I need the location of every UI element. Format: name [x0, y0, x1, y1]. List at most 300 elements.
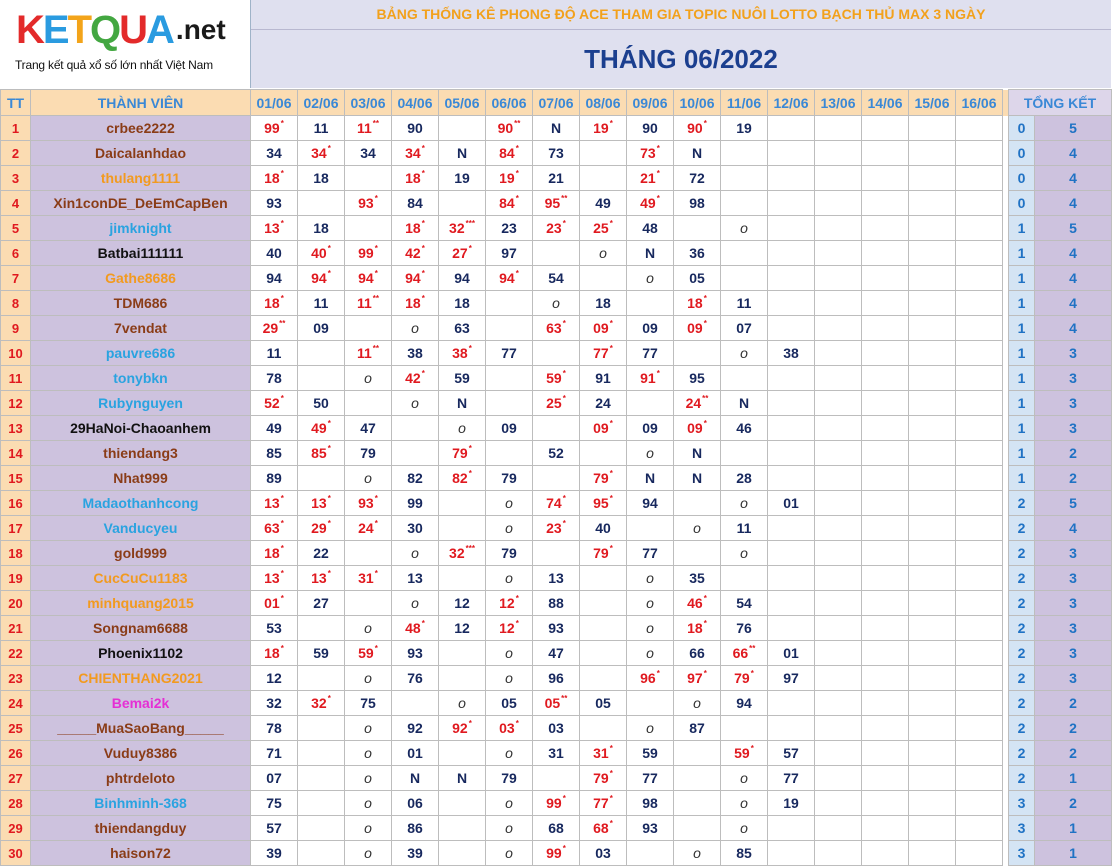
day-cell [439, 741, 486, 766]
day-cell: 35 [674, 566, 721, 591]
table-row [1, 341, 1112, 366]
day-cell [862, 666, 909, 691]
logo-letter: T [67, 8, 91, 52]
day-cell: 29** [251, 316, 298, 341]
day-cell: o [486, 666, 533, 691]
header-day: 16/06 [956, 90, 1003, 116]
day-cell [768, 541, 815, 566]
member-name[interactable]: CucCuCu1183 [31, 566, 251, 591]
summary-count-a: 1 [1009, 366, 1035, 391]
day-cell: 13* [298, 491, 345, 516]
day-cell: 94 [439, 266, 486, 291]
day-cell: 93 [251, 191, 298, 216]
day-cell [392, 691, 439, 716]
day-cell: 03* [486, 716, 533, 741]
day-cell [862, 491, 909, 516]
summary-count-b: 3 [1035, 391, 1112, 416]
day-cell: 59* [345, 641, 392, 666]
day-cell [956, 366, 1003, 391]
day-cell [909, 291, 956, 316]
day-cell [533, 341, 580, 366]
member-name[interactable]: thiendang3 [31, 441, 251, 466]
day-cell [862, 466, 909, 491]
row-index: 10 [1, 341, 31, 366]
day-cell: 88 [533, 591, 580, 616]
header-day: 13/06 [815, 90, 862, 116]
day-cell: o [721, 541, 768, 566]
table-row [1, 216, 1112, 241]
logo-suffix: .net [175, 14, 226, 45]
day-cell [768, 191, 815, 216]
day-cell: 82* [439, 466, 486, 491]
row-index: 27 [1, 766, 31, 791]
day-cell: 77 [627, 341, 674, 366]
day-cell [627, 841, 674, 866]
day-cell: o [627, 566, 674, 591]
day-cell: 89 [251, 466, 298, 491]
summary-count-a: 1 [1009, 341, 1035, 366]
day-cell [909, 566, 956, 591]
member-name[interactable]: Gathe8686 [31, 266, 251, 291]
day-cell: 18* [674, 616, 721, 641]
day-cell [815, 766, 862, 791]
day-cell [909, 391, 956, 416]
day-cell: 77 [627, 766, 674, 791]
row-index: 23 [1, 666, 31, 691]
day-cell: 73 [533, 141, 580, 166]
day-cell: 01 [768, 491, 815, 516]
day-cell [768, 216, 815, 241]
summary-count-a: 2 [1009, 591, 1035, 616]
day-cell [768, 266, 815, 291]
day-cell: o [345, 766, 392, 791]
table-row [1, 366, 1112, 391]
day-cell: 47 [345, 416, 392, 441]
summary-count-b: 4 [1035, 191, 1112, 216]
member-name[interactable]: Phoenix1102 [31, 641, 251, 666]
day-cell [768, 291, 815, 316]
day-cell: o [392, 391, 439, 416]
day-cell [439, 116, 486, 141]
row-index: 19 [1, 566, 31, 591]
day-cell [298, 791, 345, 816]
day-cell: 49* [298, 416, 345, 441]
table-row [1, 641, 1112, 666]
day-cell [674, 541, 721, 566]
member-name[interactable]: crbee2222 [31, 116, 251, 141]
day-cell [862, 791, 909, 816]
table-row [1, 266, 1112, 291]
member-name[interactable]: Batbai111111 [31, 241, 251, 266]
table-row [1, 141, 1112, 166]
summary-count-b: 3 [1035, 616, 1112, 641]
day-cell: o [674, 691, 721, 716]
day-cell [956, 741, 1003, 766]
day-cell [815, 241, 862, 266]
header-row [1, 90, 1112, 116]
day-cell: o [721, 491, 768, 516]
day-cell: 99* [533, 841, 580, 866]
day-cell [815, 591, 862, 616]
day-cell [815, 366, 862, 391]
summary-count-a: 2 [1009, 716, 1035, 741]
day-cell: 11 [251, 341, 298, 366]
day-cell: 71 [251, 741, 298, 766]
day-cell: 94 [627, 491, 674, 516]
summary-count-a: 0 [1009, 141, 1035, 166]
day-cell [956, 191, 1003, 216]
day-cell: 94* [298, 266, 345, 291]
day-cell [439, 666, 486, 691]
member-name[interactable]: thiendangduy [31, 816, 251, 841]
day-cell: 09 [627, 316, 674, 341]
day-cell [909, 841, 956, 866]
day-cell [298, 666, 345, 691]
day-cell: 39 [251, 841, 298, 866]
day-cell: o [627, 591, 674, 616]
header-day: 15/06 [909, 90, 956, 116]
day-cell: 23* [533, 216, 580, 241]
day-cell: 87 [674, 716, 721, 741]
day-cell [486, 316, 533, 341]
day-cell [815, 391, 862, 416]
day-cell: 94 [251, 266, 298, 291]
day-cell: o [345, 366, 392, 391]
day-cell: o [392, 316, 439, 341]
member-name[interactable]: _____MuaSaoBang_____ [31, 716, 251, 741]
summary-count-a: 2 [1009, 516, 1035, 541]
day-cell [862, 816, 909, 841]
day-cell: 11** [345, 341, 392, 366]
day-cell: o [721, 216, 768, 241]
day-cell: 09* [580, 416, 627, 441]
day-cell: 31* [345, 566, 392, 591]
day-cell [956, 241, 1003, 266]
day-cell [815, 141, 862, 166]
day-cell [768, 516, 815, 541]
day-cell: 90* [674, 116, 721, 141]
day-cell [909, 341, 956, 366]
member-name[interactable]: Bemai2k [31, 691, 251, 716]
day-cell: 94* [486, 266, 533, 291]
summary-count-a: 1 [1009, 416, 1035, 441]
day-cell: 79* [439, 441, 486, 466]
day-cell: 38* [439, 341, 486, 366]
member-name[interactable]: Rubynguyen [31, 391, 251, 416]
day-cell: 18* [251, 641, 298, 666]
day-cell [768, 466, 815, 491]
day-cell: 48 [627, 216, 674, 241]
day-cell: o [674, 841, 721, 866]
day-cell: o [627, 616, 674, 641]
member-name[interactable]: TDM686 [31, 291, 251, 316]
day-cell [956, 541, 1003, 566]
day-cell [580, 166, 627, 191]
day-cell [956, 441, 1003, 466]
day-cell: 18* [251, 291, 298, 316]
header-day: 08/06 [580, 90, 627, 116]
day-cell: 06 [392, 791, 439, 816]
day-cell: o [486, 791, 533, 816]
member-name[interactable]: haison72 [31, 841, 251, 866]
day-cell [862, 641, 909, 666]
member-name[interactable]: Songnam6688 [31, 616, 251, 641]
day-cell: 59* [721, 741, 768, 766]
day-cell: 77 [768, 766, 815, 791]
day-cell: N [674, 466, 721, 491]
day-cell: o [439, 416, 486, 441]
table-row [1, 491, 1112, 516]
day-cell: 52 [533, 441, 580, 466]
day-cell [486, 391, 533, 416]
summary-count-a: 3 [1009, 816, 1035, 841]
day-cell [862, 741, 909, 766]
member-name[interactable]: tonybkn [31, 366, 251, 391]
day-cell [909, 266, 956, 291]
day-cell [862, 416, 909, 441]
day-cell: 91 [580, 366, 627, 391]
day-cell [956, 591, 1003, 616]
day-cell: o [345, 816, 392, 841]
day-cell [486, 441, 533, 466]
table-row [1, 591, 1112, 616]
day-cell: 90** [486, 116, 533, 141]
day-cell: 25* [533, 391, 580, 416]
day-cell [815, 191, 862, 216]
day-cell [862, 566, 909, 591]
day-cell: 19 [721, 116, 768, 141]
row-index: 1 [1, 116, 31, 141]
day-cell: 11** [345, 116, 392, 141]
day-cell: 18* [251, 166, 298, 191]
day-cell [815, 341, 862, 366]
member-name[interactable]: Vuduy8386 [31, 741, 251, 766]
header-day: 07/06 [533, 90, 580, 116]
member-name[interactable]: Binhminh-368 [31, 791, 251, 816]
day-cell [815, 541, 862, 566]
day-cell: 13* [251, 216, 298, 241]
day-cell: 95* [580, 491, 627, 516]
day-cell: 03 [533, 716, 580, 741]
member-name[interactable]: Daicalanhdao [31, 141, 251, 166]
header-day: 03/06 [345, 90, 392, 116]
member-name[interactable]: phtrdeloto [31, 766, 251, 791]
logo-letters [16, 10, 173, 50]
day-cell: 85 [251, 441, 298, 466]
day-cell: 39 [392, 841, 439, 866]
day-cell: 19 [439, 166, 486, 191]
day-cell: 63* [533, 316, 580, 341]
summary-count-b: 3 [1035, 641, 1112, 666]
day-cell [862, 591, 909, 616]
header-day: 02/06 [298, 90, 345, 116]
day-cell: 13* [251, 491, 298, 516]
day-cell: 99 [392, 491, 439, 516]
day-cell [862, 166, 909, 191]
day-cell: N [674, 141, 721, 166]
summary-count-b: 3 [1035, 341, 1112, 366]
row-index: 6 [1, 241, 31, 266]
day-cell: 49* [627, 191, 674, 216]
day-cell: o [627, 266, 674, 291]
day-cell: 57 [251, 816, 298, 841]
day-cell: 91* [627, 366, 674, 391]
member-name[interactable]: gold999 [31, 541, 251, 566]
day-cell: o [627, 641, 674, 666]
day-cell [815, 791, 862, 816]
day-cell: o [486, 816, 533, 841]
day-cell [862, 141, 909, 166]
day-cell: 03 [580, 841, 627, 866]
table-row [1, 466, 1112, 491]
day-cell: 59 [439, 366, 486, 391]
summary-count-b: 3 [1035, 366, 1112, 391]
day-cell: 42* [392, 241, 439, 266]
day-cell: 46* [674, 591, 721, 616]
day-cell [345, 166, 392, 191]
day-cell: 13 [533, 566, 580, 591]
day-cell [909, 766, 956, 791]
day-cell [768, 141, 815, 166]
day-cell [956, 666, 1003, 691]
day-cell [721, 441, 768, 466]
day-cell: 78 [251, 716, 298, 741]
day-cell: N [533, 116, 580, 141]
day-cell [298, 816, 345, 841]
day-cell: 24* [345, 516, 392, 541]
day-cell: 79* [580, 541, 627, 566]
table-row [1, 116, 1112, 141]
day-cell [815, 616, 862, 641]
summary-count-b: 3 [1035, 541, 1112, 566]
day-cell: 40 [251, 241, 298, 266]
day-cell [298, 716, 345, 741]
day-cell [721, 266, 768, 291]
day-cell: 95** [533, 191, 580, 216]
summary-count-a: 2 [1009, 691, 1035, 716]
day-cell [486, 291, 533, 316]
day-cell: o [345, 716, 392, 741]
day-cell: o [674, 516, 721, 541]
day-cell [862, 616, 909, 641]
day-cell: 34 [251, 141, 298, 166]
day-cell [815, 691, 862, 716]
day-cell: 12 [439, 591, 486, 616]
summary-count-b: 1 [1035, 841, 1112, 866]
day-cell: 24** [674, 391, 721, 416]
day-cell [298, 841, 345, 866]
day-cell: 13 [392, 566, 439, 591]
summary-count-b: 4 [1035, 266, 1112, 291]
day-cell [439, 791, 486, 816]
day-cell [909, 491, 956, 516]
day-cell: 18* [251, 541, 298, 566]
day-cell: 18 [298, 216, 345, 241]
day-cell: o [345, 666, 392, 691]
day-cell [345, 216, 392, 241]
ketqua-logo[interactable] [0, 0, 251, 88]
day-cell: 01* [251, 591, 298, 616]
member-name[interactable]: pauvre686 [31, 341, 251, 366]
day-cell [815, 466, 862, 491]
day-cell: 96 [533, 666, 580, 691]
day-cell: o [721, 791, 768, 816]
day-cell: 19* [580, 116, 627, 141]
day-cell [956, 691, 1003, 716]
day-cell: 79 [486, 541, 533, 566]
day-cell: N [439, 141, 486, 166]
day-cell: 12* [486, 616, 533, 641]
day-cell [956, 341, 1003, 366]
member-name[interactable]: thulang1111 [31, 166, 251, 191]
day-cell: o [533, 291, 580, 316]
summary-count-b: 2 [1035, 441, 1112, 466]
day-cell: 18 [580, 291, 627, 316]
day-cell [862, 691, 909, 716]
member-name[interactable]: Xin1conDE_DeEmCapBen [31, 191, 251, 216]
day-cell: o [721, 766, 768, 791]
day-cell [627, 391, 674, 416]
summary-count-a: 1 [1009, 441, 1035, 466]
day-cell: 72 [674, 166, 721, 191]
day-cell [862, 766, 909, 791]
summary-count-b: 3 [1035, 591, 1112, 616]
summary-count-a: 2 [1009, 741, 1035, 766]
day-cell [298, 366, 345, 391]
member-name[interactable]: CHIENTHANG2021 [31, 666, 251, 691]
day-cell [580, 641, 627, 666]
member-name[interactable]: minhquang2015 [31, 591, 251, 616]
day-cell [909, 741, 956, 766]
day-cell: 97 [486, 241, 533, 266]
member-name[interactable]: 29HaNoi-Chaoanhem [31, 416, 251, 441]
day-cell [439, 566, 486, 591]
member-name[interactable]: Vanducyeu [31, 516, 251, 541]
day-cell [439, 516, 486, 541]
day-cell: 97 [768, 666, 815, 691]
day-cell [627, 516, 674, 541]
day-cell: 48* [392, 616, 439, 641]
day-cell [768, 441, 815, 466]
summary-count-a: 2 [1009, 641, 1035, 666]
member-name[interactable]: 7vendat [31, 316, 251, 341]
table-row [1, 666, 1112, 691]
day-cell: 59* [533, 366, 580, 391]
member-name[interactable]: Nhat999 [31, 466, 251, 491]
day-cell: o [486, 841, 533, 866]
summary-count-b: 3 [1035, 416, 1112, 441]
day-cell: 27* [439, 241, 486, 266]
member-name[interactable]: Madaothanhcong [31, 491, 251, 516]
row-index: 8 [1, 291, 31, 316]
header-tt: TT [1, 90, 31, 116]
table-row [1, 816, 1112, 841]
day-cell: 63 [439, 316, 486, 341]
summary-count-a: 1 [1009, 241, 1035, 266]
day-cell: 79 [486, 766, 533, 791]
day-cell [674, 816, 721, 841]
day-cell: N [392, 766, 439, 791]
day-cell [909, 791, 956, 816]
day-cell [909, 816, 956, 841]
member-name[interactable]: jimknight [31, 216, 251, 241]
logo-wordmark [16, 10, 226, 50]
summary-count-a: 1 [1009, 291, 1035, 316]
day-cell: 77 [627, 541, 674, 566]
row-index: 15 [1, 466, 31, 491]
day-cell [768, 616, 815, 641]
day-cell [956, 116, 1003, 141]
